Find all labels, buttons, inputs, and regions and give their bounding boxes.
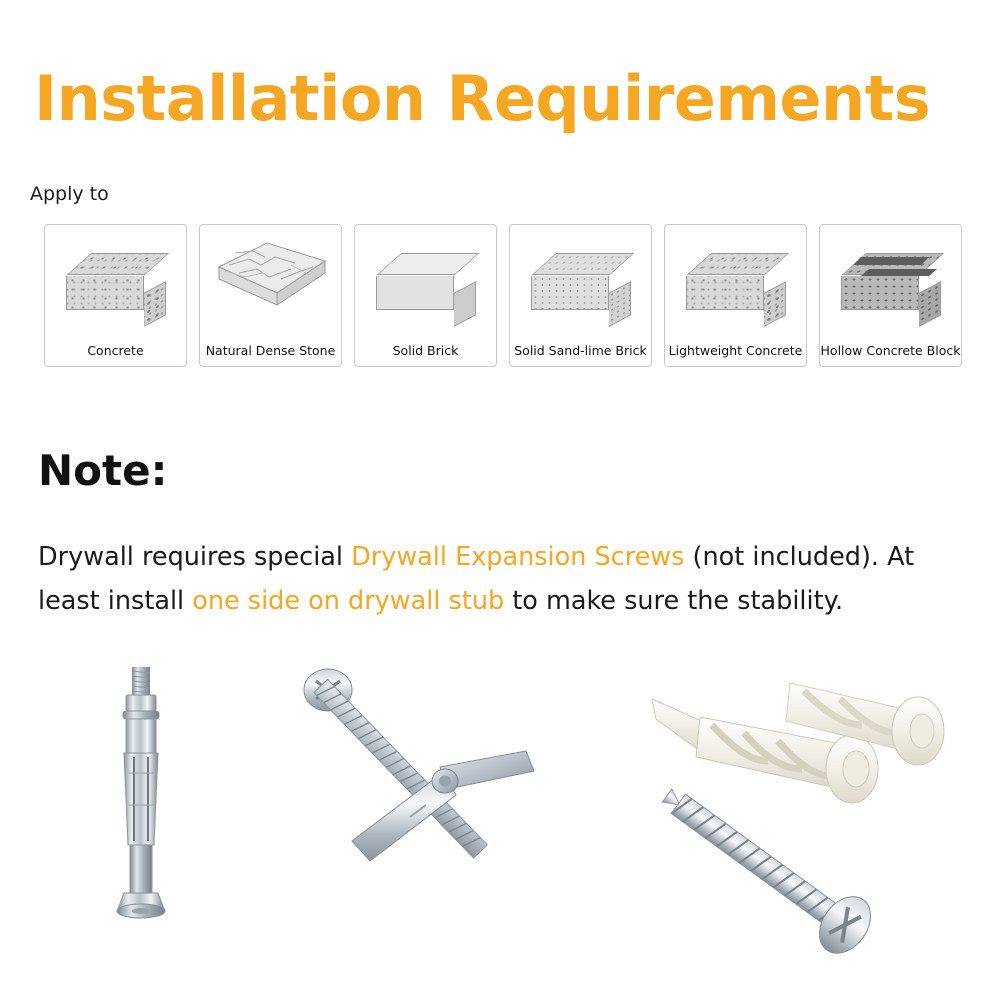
material-label: Solid Sand-lime Brick (514, 343, 647, 358)
lightweight-concrete-icon (670, 231, 802, 323)
stone-slab-svg (205, 231, 337, 323)
material-card-natural-dense-stone (199, 224, 342, 367)
hollow-cavity-lines (825, 231, 957, 323)
sand-lime-brick-icon (515, 231, 647, 323)
toggle-bolt-anchor-photo (290, 655, 590, 915)
material-card-sand-lime-brick (509, 224, 652, 367)
material-label: Solid Brick (392, 343, 459, 358)
material-list (44, 224, 962, 367)
apply-to-label: Apply to (30, 183, 109, 205)
material-card-hollow-concrete-block (819, 224, 962, 367)
product-photo-group (0, 655, 1000, 975)
material-card-concrete (44, 224, 187, 367)
note-part-3: to make sure the stability. (504, 586, 844, 616)
material-card-lightweight-concrete (664, 224, 807, 367)
material-label: Concrete (87, 343, 144, 358)
hollow-concrete-block-icon (825, 231, 957, 323)
note-highlight-drywall-stub: one side on drywall stub (192, 586, 505, 616)
page-title: Installation Requirements (34, 62, 931, 135)
pan-head-screw-photo (640, 775, 970, 975)
note-heading: Note: (38, 446, 168, 495)
metal-sleeve-anchor-photo (90, 665, 200, 965)
note-part-2: (not included). At least install (38, 542, 915, 616)
material-card-solid-brick (354, 224, 497, 367)
material-label: Hollow Concrete Block (820, 343, 961, 358)
note-body (38, 535, 968, 623)
natural-stone-slab-icon (205, 231, 337, 323)
solid-brick-icon (360, 231, 492, 323)
note-part-1: Drywall requires special (38, 542, 352, 572)
note-highlight-drywall-screws: Drywall Expansion Screws (351, 542, 685, 572)
material-label: Lightweight Concrete (668, 343, 803, 358)
material-label: Natural Dense Stone (205, 343, 336, 358)
concrete-block-icon (50, 231, 182, 323)
